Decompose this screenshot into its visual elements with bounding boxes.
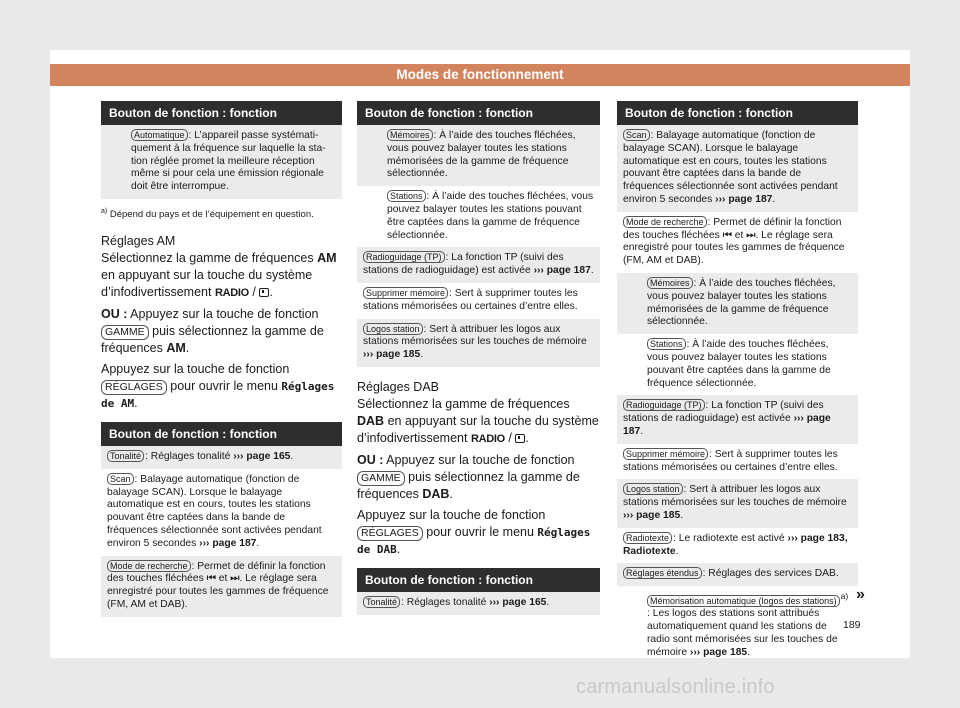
function-button: Scan: [107, 473, 134, 485]
text: .: [747, 646, 751, 658]
text: en appuyant sur la touche du système d’infodivertissement: [357, 413, 599, 445]
table-row: [617, 212, 858, 273]
function-button: Mode de recherche: [623, 216, 707, 228]
table-row: [617, 334, 858, 395]
function-table: [357, 568, 600, 615]
text: .: [640, 425, 644, 437]
footnote: [101, 206, 342, 221]
page-ref: ››› page 187: [533, 265, 591, 277]
table-row: [357, 592, 600, 615]
table-row: [357, 319, 600, 367]
function-button: Supprimer mémoire: [623, 448, 708, 460]
page-header: Modes de fonctionnement: [50, 64, 910, 86]
function-button: Mémorisation automatique (logos des stations): [647, 595, 840, 607]
row-text: : L’appareil passe systématiquement à la fréquence sur laquelle la station réglée promet la meilleure réception même si pour cela une émission régionale doit être interrompue.: [131, 130, 326, 193]
text: en appuyant sur la touche du système d’infodivertissement: [101, 267, 313, 299]
paragraph: [101, 250, 342, 302]
text: Appuyez sur la touche de fonction: [357, 507, 546, 522]
table-header: Bouton de fonction : fonction: [617, 101, 858, 125]
function-table: [101, 422, 342, 617]
function-button: Mode de recherche: [107, 560, 191, 572]
text: pour ouvrir le menu: [166, 378, 282, 393]
table-row: [617, 273, 858, 334]
table-header: Bouton de fonction : fonction: [357, 101, 600, 125]
bold-text: DAB: [422, 486, 450, 501]
page-number: 189: [843, 619, 861, 631]
page-ref: ››› page 187: [623, 413, 831, 437]
page-ref: ››› page 165: [233, 450, 291, 462]
text: /: [504, 430, 516, 445]
paragraph: [357, 507, 600, 558]
table-header: Bouton de fonction : fonction: [357, 568, 600, 592]
text: /: [248, 284, 260, 299]
bold-text: AM: [317, 250, 337, 265]
radio-key-icon: RADIO: [470, 432, 505, 445]
column-1: [101, 101, 342, 617]
footnote-text: Dépend du pays et de l’équipement en question.: [109, 209, 314, 221]
text: .: [772, 193, 776, 205]
function-button: Stations: [647, 338, 686, 350]
text: pour ouvrir le menu: [422, 524, 538, 539]
text: .: [420, 349, 424, 361]
table-row: [101, 125, 342, 199]
function-table: [101, 101, 342, 199]
row-text: : À l’aide des touches fléchées, vous pouvez balayer toutes les stations mémorisées de la gamme de fréquence sélectionnée.: [647, 277, 836, 328]
media-key-icon: [259, 288, 269, 297]
function-button: Réglages étendus: [623, 567, 702, 579]
menu-name: Réglages de AM: [101, 379, 335, 410]
row-text: : Sert à supprimer toutes les stations mémorisées ou certaines d’entre elles.: [623, 448, 838, 473]
bold-text: DAB: [357, 413, 385, 428]
table-row: [617, 563, 858, 586]
table-row: [101, 469, 342, 556]
text: .: [546, 596, 550, 608]
row-text: : Sert à attribuer les logos aux stations mémorisées sur les touches de mémoire: [623, 484, 847, 509]
row-text: : Balayage automatique (fonction de balayage SCAN). Lorsque le balayage automatique est en cours, toutes les stations pouvant être captées dans la bande de fréquences sélectionnée sont activées pendant environ 5 secondes: [107, 473, 322, 549]
text: Sélectionnez la gamme de fréquences: [357, 396, 570, 411]
function-button: Stations: [387, 190, 426, 202]
paragraph: [101, 361, 342, 412]
bold-text: AM: [166, 340, 186, 355]
row-text: : Balayage automatique (fonction de balayage SCAN). Lorsque le balayage automatique est en cours, toutes les stations pouvant être captées dans la bande de fréquences sélectionnée sont activées pendant environ 5 secondes: [623, 130, 838, 205]
function-button: Tonalité: [363, 596, 400, 608]
function-button: Scan: [623, 129, 650, 141]
function-button: Radiotexte: [623, 532, 672, 544]
text: Appuyez sur la touche de fonction: [101, 361, 290, 376]
table-row: [617, 395, 858, 443]
row-text: : Les logos des stations sont attribués automatiquement quand les stations de radio sont mémorisées sur les touches de mémoire: [647, 608, 838, 658]
column-3: [617, 101, 858, 665]
function-button: Mémoires: [647, 277, 693, 289]
text: .: [134, 395, 138, 410]
function-table: [617, 101, 858, 665]
text: .: [185, 340, 190, 355]
reglages-button: RÉGLAGES: [357, 526, 423, 541]
footnote-mark: a): [101, 207, 108, 215]
function-button: Logos station: [623, 483, 683, 495]
text: puis sélectionnez la gamme de fréquences: [357, 469, 580, 501]
table-row: [101, 556, 342, 617]
page-ref: ››› page 165: [489, 596, 547, 608]
text: .: [675, 545, 679, 557]
function-button: Logos station: [363, 323, 423, 335]
row-text: : Sert à attribuer les logos aux stations mémorisées sur les touches de mémoire: [363, 323, 587, 348]
bold-text: OU :: [101, 306, 128, 321]
text: .: [449, 486, 453, 501]
text: .: [290, 450, 294, 462]
row-text: : Permet de définir la fonction des touches fléchées ⏮ et ⏭. Le réglage sera enregistré pour toutes les gammes de fréquence (FM, AM et DAB).: [107, 560, 329, 610]
reglages-button: RÉGLAGES: [101, 380, 167, 395]
row-text: : Réglages des services DAB.: [702, 568, 839, 580]
table-header: Bouton de fonction : fonction: [101, 422, 342, 446]
function-button: Supprimer mémoire: [363, 287, 448, 299]
row-text: : À l’aide des touches fléchées, vous pouvez balayer toutes les stations pouvant être captées dans la gamme de fréquence sélectionnée.: [647, 339, 831, 389]
function-button: Radioguidage (TP): [623, 399, 705, 411]
page-ref: ››› page 187: [715, 193, 773, 205]
page-ref: ››› page 183, Radiotexte: [623, 532, 848, 557]
table-header: Bouton de fonction : fonction: [101, 101, 342, 125]
text: .: [590, 265, 594, 277]
text: .: [396, 541, 401, 556]
text: .: [256, 537, 260, 549]
text: Appuyez sur la touche de fonction: [127, 306, 319, 321]
gamme-button: GAMME: [357, 471, 405, 486]
table-row: [617, 125, 858, 212]
text: .: [680, 509, 684, 521]
row-text: : Le radiotexte est activé: [673, 532, 788, 544]
menu-name: Réglages de DAB: [357, 525, 591, 556]
function-button: Tonalité: [107, 450, 144, 462]
row-text: : La fonction TP (suivi des stations de radioguidage) est activée: [623, 400, 824, 425]
bold-text: OU :: [357, 452, 384, 467]
table-row: [357, 283, 600, 319]
table-row: [617, 528, 858, 564]
text: .: [269, 284, 273, 299]
table-row: [617, 444, 858, 480]
table-row: [101, 446, 342, 469]
continue-marker: »: [856, 586, 865, 603]
section-heading: Réglages DAB: [357, 379, 439, 394]
radio-key-icon: RADIO: [214, 286, 249, 299]
paragraph: [101, 306, 342, 357]
page-ref: ››› page 187: [199, 537, 257, 549]
row-text: : Réglages tonalité: [401, 596, 490, 608]
footnote-mark: a): [840, 591, 849, 602]
paragraph: [357, 396, 600, 448]
row-text: : Réglages tonalité: [145, 450, 234, 462]
table-row: [357, 247, 600, 283]
section-heading: Réglages AM: [101, 234, 176, 249]
watermark: carmanualsonline.info: [576, 676, 775, 698]
page-ref: ››› page 185: [363, 349, 421, 361]
function-button: Radioguidage (TP): [363, 251, 445, 263]
column-2: [357, 101, 600, 615]
row-text: : Permet de définir la fonction des touches fléchées ⏮ et ⏭. Le réglage sera enregistré pour toutes les gammes de fréquence (FM, AM et DAB).: [623, 216, 845, 267]
row-text: : À l’aide des touches fléchées, vous pouvez balayer toutes les stations pouvant être captées dans la gamme de fréquence sélectionnée.: [387, 191, 594, 241]
media-key-icon: [515, 434, 525, 443]
text: Appuyez sur la touche de fonction: [383, 452, 575, 467]
page-ref: ››› page 185: [623, 509, 681, 521]
table-row: [617, 479, 858, 527]
paragraph: [357, 452, 600, 503]
row-text: : Sert à supprimer toutes les stations mémorisées ou certaines d’entre elles.: [363, 287, 578, 312]
text: Sélectionnez la gamme de fréquences: [101, 250, 318, 265]
table-row: [617, 586, 858, 664]
function-table: [357, 101, 600, 367]
table-row: [357, 186, 600, 247]
row-text: : À l’aide des touches fléchées, vous pouvez balayer toutes les stations mémorisées de la gamme de fréquence sélectionnée.: [387, 130, 576, 180]
function-button: Automatique: [131, 129, 188, 141]
text: puis sélectionnez la gamme de fréquences: [101, 323, 324, 355]
text: .: [525, 430, 529, 445]
row-text: : La fonction TP (suivi des stations de radioguidage) est activée: [363, 252, 564, 277]
table-row: [357, 125, 600, 186]
page-ref: ››› page 185: [689, 646, 748, 658]
function-button: Mémoires: [387, 129, 433, 141]
gamme-button: GAMME: [101, 325, 149, 340]
